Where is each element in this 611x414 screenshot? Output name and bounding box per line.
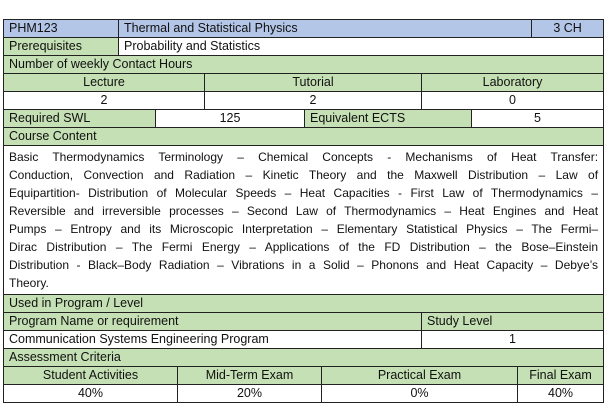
used-in-program-label: Used in Program / Level [4,295,604,313]
laboratory-value: 0 [422,92,604,110]
swl-value: 125 [156,110,305,128]
contact-hours-label: Number of weekly Contact Hours [4,56,604,74]
tutorial-value: 2 [205,92,422,110]
program-name: Communication Systems Engineering Program [4,331,422,349]
student-activities-header: Student Activities [4,367,178,385]
content-line: Conduction, Convection and Radiation – Kinetic Theory and the Maxwell Distribution – Law of [9,168,599,182]
final-header: Final Exam [518,367,604,385]
prerequisites-row [4,38,604,56]
midterm-header: Mid-Term Exam [178,367,322,385]
course-spec-table [3,19,604,403]
practical-header: Practical Exam [322,367,518,385]
student-activities-value: 40% [4,385,178,403]
header-row [4,20,604,38]
content-line: Reversible and irreversible processes – Second Law of Thermodynamics – Heat Engines and Heat [9,204,599,218]
content-line: Pumps – Entropy and its Microscopic Interpretation – Elementary Statistical Physics – The Fermi– [9,222,599,236]
content-line: Dirac Distribution – The Fermi Energy – Applications of the FD Distribution – the Bose–Einstein [9,240,599,254]
credit-hours: 3 CH [532,20,604,38]
course-code: PHM123 [4,20,119,38]
program-name-header: Program Name or requirement [4,313,422,331]
lecture-value: 2 [4,92,205,110]
ects-value: 5 [472,110,604,128]
content-line: Distribution - Black–Body Radiation – Vibrations in a Solid – Phonons and Heat Capacity – Debye’s [9,258,599,272]
practical-value: 0% [322,385,518,403]
content-line: Equipartition- Distribution of Molecular Speeds – Heat Capacities - First Law of Thermodynamics – [9,186,599,200]
ects-label: Equivalent ECTS [305,110,472,128]
swl-label: Required SWL [4,110,156,128]
content-line: Theory. [9,276,49,290]
content-line: Basic Thermodynamics Terminology – Chemical Concepts - Mechanisms of Heat Transfer: [9,150,599,164]
assessment-label: Assessment Criteria [4,349,604,367]
course-title: Thermal and Statistical Physics [119,20,532,38]
prerequisites-label: Prerequisites [4,38,119,56]
prerequisites-value: Probability and Statistics [119,38,604,56]
lecture-header: Lecture [4,74,205,92]
study-level-header: Study Level [422,313,604,331]
midterm-value: 20% [178,385,322,403]
course-content-label: Course Content [4,128,604,146]
course-content-text [4,146,604,295]
tutorial-header: Tutorial [205,74,422,92]
study-level: 1 [422,331,604,349]
final-value: 40% [518,385,604,403]
laboratory-header: Laboratory [422,74,604,92]
